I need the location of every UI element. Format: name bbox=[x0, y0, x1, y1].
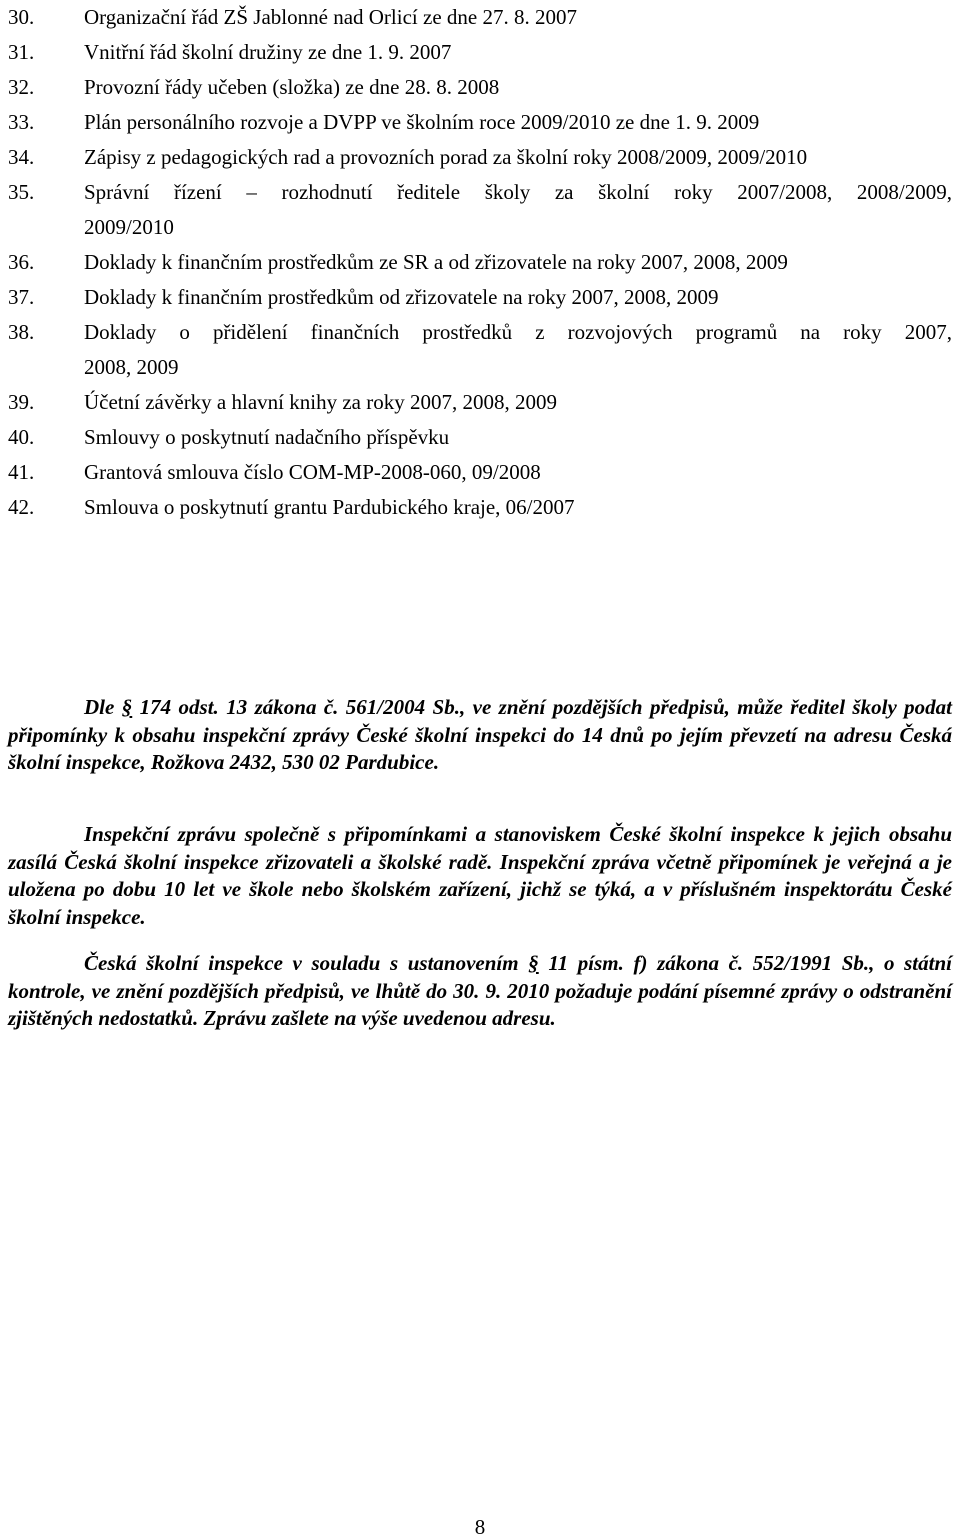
note-report-distribution bbox=[8, 821, 952, 931]
note-appeal-rights bbox=[8, 694, 952, 777]
list-text: Vnitřní řád školní družiny ze dne 1. 9. 2007 bbox=[84, 40, 452, 64]
list-number: 39. bbox=[8, 390, 35, 414]
list-item bbox=[8, 490, 952, 525]
list-item bbox=[8, 280, 952, 315]
list-text: Doklady k finančním prostředkům ze SR a od zřizovatele na roky 2007, 2008, 2009 bbox=[84, 250, 788, 274]
note-report-requirement bbox=[8, 950, 952, 1033]
note-paragraph: Inspekční zprávu společně s připomínkami a stanoviskem České školní inspekce k jejich obsahu zasílá Česká školní inspekce zřizovateli a školské radě. Inspekční zpráva včetně připomínek je veřejná a je uložena po dobu 10 let ve škole nebo školském zařízení, jichž se týká, a v příslušném inspektorátu České školní inspekce. bbox=[8, 822, 952, 929]
list-text: Provozní řády učeben (složka) ze dne 28. 8. 2008 bbox=[84, 75, 500, 99]
section-sign: § bbox=[121, 695, 133, 719]
list-number: 32. bbox=[8, 75, 35, 99]
list-item bbox=[8, 315, 952, 350]
list-item bbox=[8, 140, 952, 175]
document-list bbox=[8, 0, 952, 525]
list-item bbox=[8, 0, 952, 35]
list-item bbox=[8, 385, 952, 420]
note-paragraph bbox=[8, 694, 952, 777]
list-text: Účetní závěrky a hlavní knihy za roky 2007, 2008, 2009 bbox=[84, 390, 557, 414]
list-number: 33. bbox=[8, 110, 35, 134]
section-sign: § bbox=[528, 951, 539, 975]
list-text: Doklady o přidělení finančních prostředků z rozvojových programů na roky 2007, bbox=[84, 320, 952, 344]
note-text: 174 odst. 13 zákona č. 561/2004 Sb., ve znění pozdějších předpisů, může ředitel školy podat připomínky k obsahu inspekční zprávy České školní inspekci do 14 dnů po jejím převzetí na adresu Česká školní inspekce, Rožkova 2432, 530 02 Pardubice. bbox=[8, 695, 952, 774]
list-number: 36. bbox=[8, 250, 35, 274]
list-item bbox=[8, 105, 952, 140]
list-item bbox=[8, 455, 952, 490]
list-text: Smlouvy o poskytnutí nadačního příspěvku bbox=[84, 425, 450, 449]
list-text: Zápisy z pedagogických rad a provozních porad za školní roky 2008/2009, 2009/2010 bbox=[84, 145, 808, 169]
list-item bbox=[8, 245, 952, 280]
list-text-continuation: 2009/2010 bbox=[84, 215, 174, 239]
list-text-continuation: 2008, 2009 bbox=[84, 355, 179, 379]
list-number: 35. bbox=[8, 180, 35, 204]
note-text: Česká školní inspekce v souladu s ustanovením bbox=[84, 951, 529, 975]
list-number: 37. bbox=[8, 285, 35, 309]
list-text: Plán personálního rozvoje a DVPP ve školním roce 2009/2010 ze dne 1. 9. 2009 bbox=[84, 110, 760, 134]
list-text: Smlouva o poskytnutí grantu Pardubického kraje, 06/2007 bbox=[84, 495, 575, 519]
page-number: 8 bbox=[474, 1515, 486, 1539]
list-number: 42. bbox=[8, 495, 35, 519]
note-text: Dle bbox=[84, 695, 122, 719]
list-number: 31. bbox=[8, 40, 35, 64]
list-number: 41. bbox=[8, 460, 35, 484]
note-text: 11 písm. f) zákona č. 552/1991 Sb., o státní kontrole, ve znění pozdějších předpisů, ve lhůtě do 30. 9. 2010 požaduje podání písemné zprávy o odstranění zjištěných nedostatků. Zprávu zašlete na výše uvedenou adresu. bbox=[8, 951, 952, 1030]
list-number: 38. bbox=[8, 320, 35, 344]
list-text: Organizační řád ZŠ Jablonné nad Orlicí ze dne 27. 8. 2007 bbox=[84, 5, 577, 29]
list-item bbox=[8, 420, 952, 455]
list-item bbox=[8, 35, 952, 70]
list-item bbox=[8, 175, 952, 210]
list-number: 40. bbox=[8, 425, 35, 449]
list-text: Grantová smlouva číslo COM-MP-2008-060, 09/2008 bbox=[84, 460, 541, 484]
list-item bbox=[8, 70, 952, 105]
list-number: 34. bbox=[8, 145, 35, 169]
list-number: 30. bbox=[8, 5, 35, 29]
list-text: Správní řízení – rozhodnutí ředitele školy za školní roky 2007/2008, 2008/2009, bbox=[84, 180, 952, 204]
note-paragraph bbox=[8, 950, 952, 1033]
list-text: Doklady k finančním prostředkům od zřizovatele na roky 2007, 2008, 2009 bbox=[84, 285, 719, 309]
